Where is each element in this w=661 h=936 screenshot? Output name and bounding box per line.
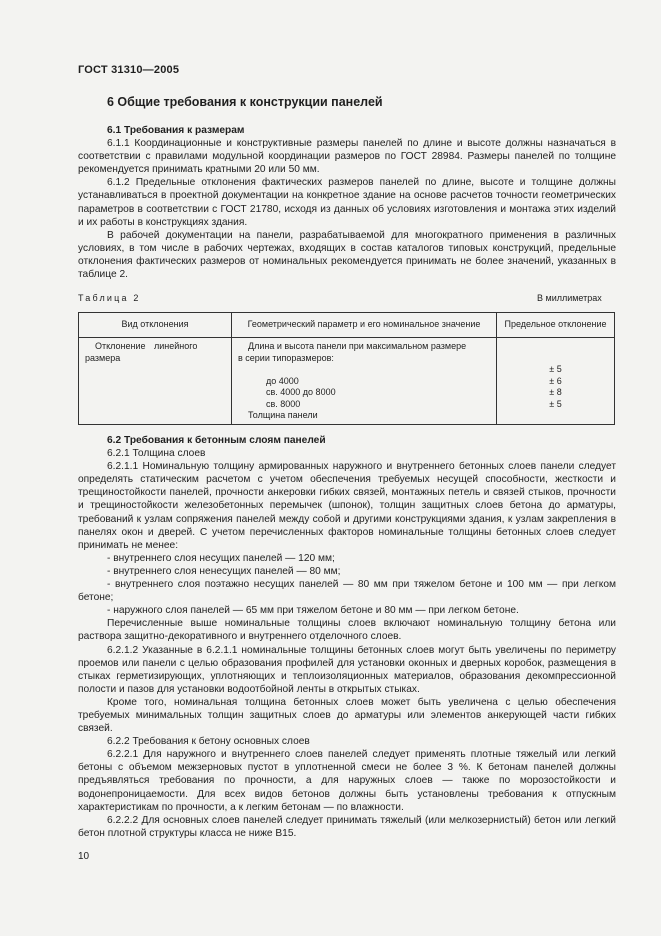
paragraph-6-2-2-1: 6.2.2.1 Для наружного и внутреннего слоев панелей следует применять плотные тяжелый или легкий бетоны с объемом межзерновых пустот в уплотненной смеси не более 3 %. К бетонам панелей должны предъявляться требования по прочности, а для наружных слоев — также по морозостойкости и водонепроницаемости. Для всех видов бетонов должны быть установлены требования к отпускным характеристикам по прочности, а к легким бетонам — по влажности.	[78, 749, 616, 813]
list-item: - внутреннего слоя ненесущих панелей — 80 мм;	[107, 565, 341, 577]
section-6-2-block	[78, 434, 616, 840]
table-cell-deviation-type	[79, 338, 232, 425]
table-cell-line: ± 8	[549, 387, 562, 397]
table-cell-line: ± 6	[549, 375, 562, 386]
table-cell-line: Отклонение линейного	[95, 341, 198, 351]
table-cell-line: в серии типоразмеров:	[238, 352, 334, 363]
table-header-cell: Геометрический параметр и его номинальное значение	[232, 313, 497, 338]
table-header-row	[79, 313, 615, 338]
paragraph-6-2-1: 6.2.1 Толщина слоев	[107, 448, 206, 460]
table-cell-line: св. 4000 до 8000	[266, 387, 336, 397]
list-item: - наружного слоя панелей — 65 мм при тяжелом бетоне и 80 мм — при легком бетоне.	[107, 605, 519, 617]
paragraph-6-1-1: 6.1.1 Координационные и конструктивные размеры панелей по длине и высоте должны назначаться в соответствии с правилами модульной координации размеров по ГОСТ 28984. Размеры панелей по толщине рекомендуется принимать кратными 20 или 50 мм.	[78, 138, 616, 176]
table-units: В миллиметрах	[537, 293, 602, 303]
table-cell-spacer	[238, 364, 490, 376]
paragraph-6-2-2: 6.2.2 Требования к бетону основных слоев	[107, 736, 310, 748]
table-row	[79, 338, 615, 425]
table-cell-tolerance	[497, 338, 615, 425]
table-2	[78, 312, 615, 425]
table-header-cell: Предельное отклонение	[497, 313, 615, 338]
table-cell-line: св. 8000	[266, 398, 301, 409]
paragraph-6-2-2-2: 6.2.2.2 Для основных слоев панелей следует принимать тяжелый (или мелкозернистый) бетон или легкий бетон плотной структуры класса не ниже В15.	[78, 814, 616, 839]
table-cell-spacer	[503, 341, 608, 353]
table-cell-line: до 4000	[266, 375, 299, 386]
paragraph-6-2-1-1: 6.2.1.1 Номинальную толщину армированных наружного и внутреннего бетонных слоев панели следует определять статическим расчетом с учетом обеспечения требуемых несущей способности, жесткости и трещиностойкости панелей, прочности анкеровки гибких связей, монтажных петель и связей стыков, прочности и трещиностойкости железобетонных перемычек (шпонок), толщин защитных слоев бетона до арматуры, требований к узлам сопряжения панелей между собой и другими конструкциями здания, к узлам закрепления в панелях окон и дверей. С учетом перечисленных факторов номинальные толщины бетонных слоев следует принимать не менее:	[78, 461, 616, 551]
list-item: - внутреннего слоя поэтажно несущих панелей — 80 мм при тяжелом бетоне и 100 мм — при легком бетоне;	[78, 579, 616, 604]
section-6-2-heading: 6.2 Требования к бетонным слоям панелей	[107, 435, 326, 446]
table-cell-parameter	[232, 338, 497, 425]
paragraph-thickness-note: Перечисленные выше номинальные толщины слоев включают номинальную толщину бетона или раствора защитно-декоративного и внутреннего отделочного слоев.	[78, 618, 616, 643]
table-header-cell: Вид отклонения	[79, 313, 232, 338]
table-cell-line: размера	[85, 352, 121, 363]
section-6-1-block	[78, 124, 616, 281]
page-number: 10	[78, 851, 90, 862]
section-6-title: 6 Общие требования к конструкции панелей	[107, 95, 383, 109]
paragraph-6-1-2-cont: В рабочей документации на панели, разрабатываемой для многократного применения в различных условиях, в том числе в рабочих чертежах, входящих в состав каталогов типовых конструкций, предельные отклонения фактических размеров от номинальных рекомендуется принимать не более значений, указанных в таблице 2.	[78, 229, 616, 281]
table-cell-line: Толщина панели	[248, 410, 318, 420]
paragraph-6-2-1-2: 6.2.1.2 Указанные в 6.2.1.1 номинальные толщины бетонных слоев могут быть увеличены по периметру проемов или панели с целью образования профилей для установки оконных и дверных коробок, размещения в стыках герметизирующих, уплотняющих и теплоизоляционных материалов, образования декомпрессионной полости и пазов для установки водоотбойной ленты в открытых стыках.	[78, 644, 616, 695]
section-6-1-heading: 6.1 Требования к размерам	[107, 125, 245, 136]
table-cell-line: Длина и высота панели при максимальном размере	[248, 341, 467, 351]
paragraph-thickness-increase: Кроме того, номинальная толщина бетонных слоев может быть увеличена с целью обеспечения требуемых минимальных толщин защитных слоев до арматуры или элементов анкерующей части гибких связей.	[78, 696, 616, 735]
table-cell-line: ± 5	[549, 364, 562, 374]
table-caption: Таблица 2	[78, 293, 141, 303]
table-cell-line: ± 5	[549, 398, 562, 409]
table-cell-spacer	[503, 353, 608, 365]
document-code: ГОСТ 31310—2005	[78, 64, 180, 76]
paragraph-6-1-2: 6.1.2 Предельные отклонения фактических размеров панелей по длине, высоте и толщине должны устанавливаться в проектной документации на конкретное здание на основе расчетов точности геометрических параметров в соответствии с ГОСТ 21780, исходя из данных об условиях изготовления и монтажа этих изделий и их работы в конструкциях здания.	[78, 177, 616, 228]
list-item: - внутреннего слоя несущих панелей — 120 мм;	[107, 552, 335, 564]
